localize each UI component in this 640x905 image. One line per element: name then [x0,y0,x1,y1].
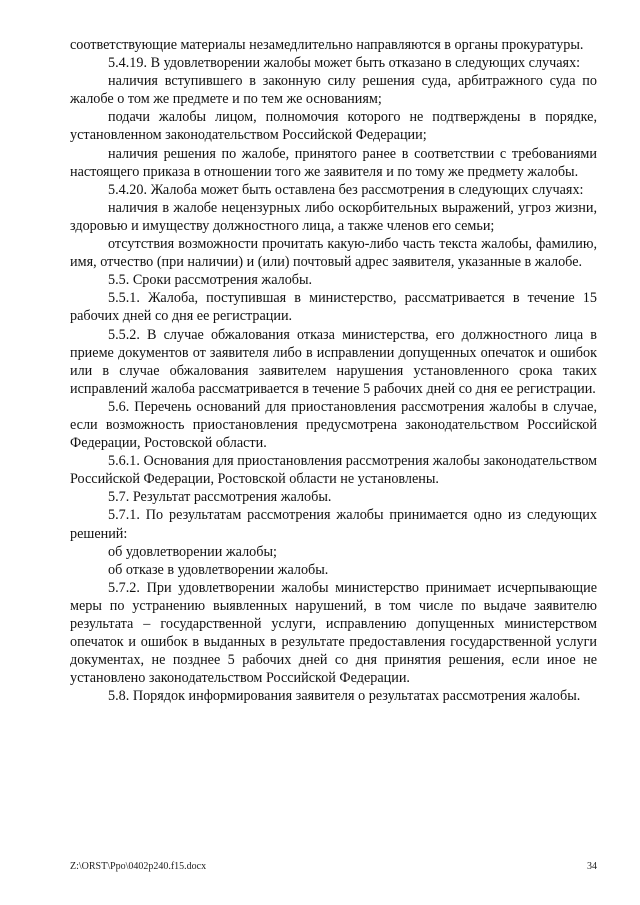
paragraph-refusal-prior-decision: наличия решения по жалобе, принятого ранее в соответствии с требованиями настоящего приказа в отношении того же заявителя и по тому же предмету жалобы. [70,145,597,180]
paragraph-5-7-2: 5.7.2. При удовлетворении жалобы министерство принимает исчерпывающие меры по устранению выявленных нарушений, в том числе по выдаче заявителю результата – государственной услуги, исправлению допущенных министерством опечаток и ошибок в выданных в результате предоставления государственной услуги документах, не позднее 5 рабочих дней со дня принятия решения, если иное не установлено законодательством Российской Федерации. [70,579,597,687]
paragraph-5-4-20: 5.4.20. Жалоба может быть оставлена без рассмотрения в следующих случаях: [108,181,584,198]
paragraph-unreadable-text: отсутствия возможности прочитать какую-либо часть текста жалобы, фамилию, имя, отчество (при наличии) и (или) почтовый адрес заявителя, указанные в жалобе. [70,236,597,271]
paragraph-5-5-2: 5.5.2. В случае обжалования отказа министерства, его должностного лица в приеме документов от заявителя либо в исправлении допущенных опечаток и ошибок или в случае обжалования заявителем нарушения установленного срока таких исправлений жалоба рассматривается в течение 5 рабочих дней со дня ее регистрации. [70,326,597,397]
paragraph-decision-satisfy: об удовлетворении жалобы; [108,543,277,560]
page-footer [70,861,597,873]
paragraph-5-5: 5.5. Сроки рассмотрения жалобы. [108,272,313,289]
paragraph-5-8: 5.8. Порядок информирования заявителя о результатах рассмотрения жалобы. [108,688,581,705]
paragraph-refusal-court-decision: наличия вступившего в законную силу решения суда, арбитражного суда по жалобе о том же предмете и по тем же основаниям; [70,73,597,108]
paragraph-5-5-1: 5.5.1. Жалоба, поступившая в министерство, рассматривается в течение 15 рабочих дней со дня ее регистрации. [70,290,597,325]
document-page [70,36,597,705]
paragraph-5-6-1: 5.6.1. Основания для приостановления рассмотрения жалобы законодательством Российской Федерации, Ростовской области не установлены. [70,453,597,488]
footer-file-path: Z:\ORST\Ppo\0402p240.f15.docx [70,861,207,872]
paragraph-obscene-language: наличия в жалобе нецензурных либо оскорбительных выражений, угроз жизни, здоровью и имуществу должностного лица, а также членов его семьи; [70,199,597,234]
paragraph-refusal-authority: подачи жалобы лицом, полномочия которого не подтверждены в порядке, установленном законодательством Российской Федерации; [70,109,597,144]
footer-page-number: 34 [587,861,597,872]
paragraph-decision-refuse: об отказе в удовлетворении жалобы. [108,561,329,578]
paragraph-5-7: 5.7. Результат рассмотрения жалобы. [108,489,332,506]
paragraph-prosecution-continuation: соответствующие материалы незамедлительно направляются в органы прокуратуры. [70,37,584,53]
paragraph-5-4-19: 5.4.19. В удовлетворении жалобы может быть отказано в следующих случаях: [108,55,581,72]
paragraph-5-7-1: 5.7.1. По результатам рассмотрения жалобы принимается одно из следующих решений: [70,507,597,542]
paragraph-5-6: 5.6. Перечень оснований для приостановления рассмотрения жалобы в случае, если возможность приостановления предусмотрена законодательством Российской Федерации, Ростовской области. [70,398,597,452]
